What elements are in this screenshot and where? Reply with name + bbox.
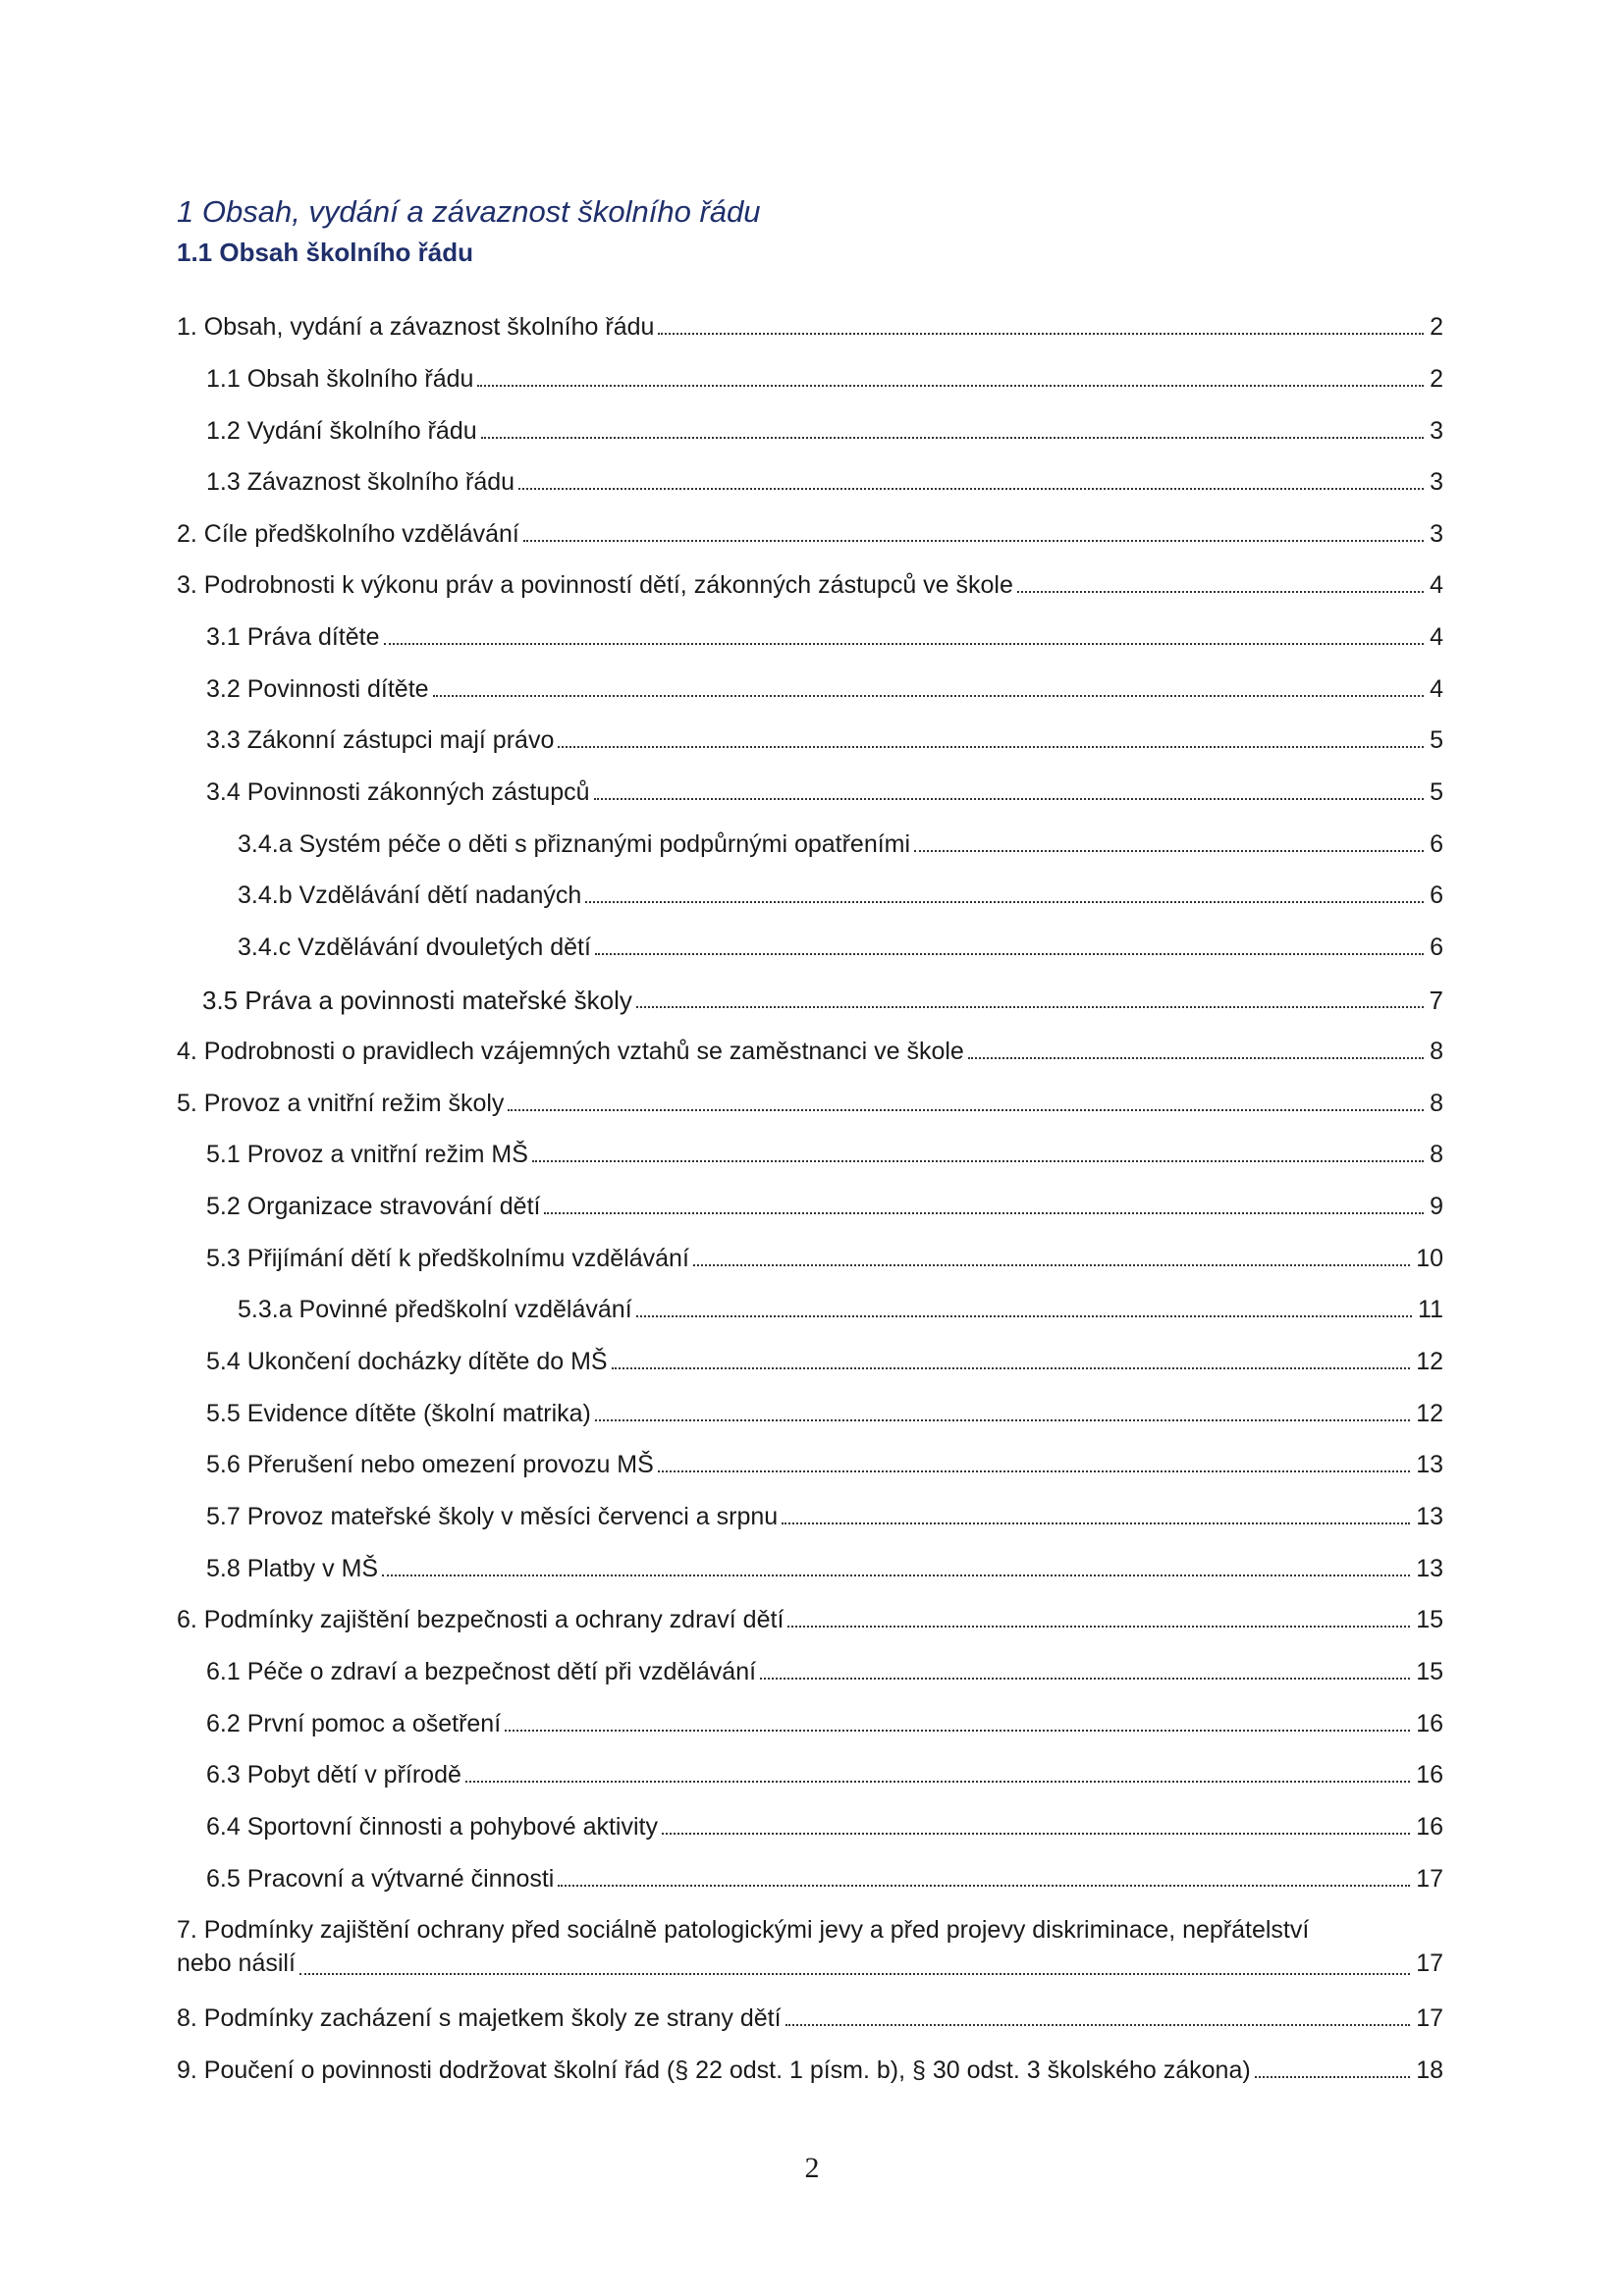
toc-leader-dots	[662, 1833, 1410, 1835]
toc-leader-dots	[785, 2024, 1411, 2026]
toc-entry[interactable]	[206, 774, 1443, 807]
toc-entry[interactable]	[206, 412, 1443, 446]
toc-leader-dots	[693, 1264, 1410, 1266]
toc-page-number: 16	[1416, 1761, 1443, 1789]
page-number: 2	[804, 2152, 820, 2184]
toc-page-number: 4	[1430, 623, 1443, 651]
toc-leader-dots	[433, 695, 1425, 697]
toc-entry[interactable]	[202, 982, 1443, 1015]
toc-page-number: 12	[1416, 1348, 1443, 1375]
toc-leader-dots	[558, 746, 1424, 748]
toc-entry[interactable]	[206, 670, 1443, 704]
toc-entry-label: 5.5 Evidence dítěte (školní matrika)	[206, 1400, 591, 1427]
toc-leader-dots	[914, 850, 1424, 852]
toc-entry[interactable]	[206, 1188, 1443, 1221]
toc-leader-dots	[1017, 591, 1424, 593]
toc-page-number: 6	[1430, 830, 1443, 858]
toc-page-number: 15	[1416, 1606, 1443, 1633]
toc-entry-label: 2. Cíle předškolního vzdělávání	[177, 520, 519, 548]
toc-entry-label: 3.2 Povinnosti dítěte	[206, 675, 429, 703]
toc-page-number: 5	[1430, 726, 1443, 754]
toc-entry-label: 5.1 Provoz a vnitřní režim MŠ	[206, 1141, 528, 1168]
toc-leader-dots	[505, 1730, 1410, 1732]
toc-entry-label: 3.4.b Vzdělávání dětí nadaných	[238, 881, 582, 909]
toc-leader-dots	[782, 1522, 1410, 1524]
toc-page-number: 16	[1416, 1813, 1443, 1841]
toc-leader-dots	[477, 385, 1424, 387]
toc-page-number: 6	[1430, 934, 1443, 961]
toc-entry[interactable]	[177, 1601, 1443, 1634]
toc-entry[interactable]	[206, 1240, 1443, 1273]
toc-page-number: 4	[1430, 571, 1443, 599]
toc-leader-dots	[465, 1781, 1410, 1783]
toc-entry-label: 5.4 Ukončení docházky dítěte do MŠ	[206, 1348, 608, 1375]
toc-entry-label: 6. Podmínky zajištění bezpečnosti a ochrany zdraví dětí	[177, 1606, 785, 1633]
toc-entry[interactable]	[206, 1136, 1443, 1169]
toc-leader-dots	[595, 1419, 1410, 1421]
toc-entry[interactable]	[177, 2000, 1443, 2033]
toc-entry-label: 6.4 Sportovní činnosti a pohybové aktivity	[206, 1813, 658, 1841]
toc-entry[interactable]	[206, 1395, 1443, 1428]
toc-leader-dots	[787, 1626, 1410, 1628]
toc-leader-dots	[658, 1470, 1410, 1472]
toc-entry-7[interactable]	[177, 1912, 1443, 1982]
toc-leader-dots	[382, 1575, 1410, 1576]
toc-page-number: 2	[1430, 313, 1443, 341]
toc-entry-label: 1.3 Závaznost školního řádu	[206, 468, 515, 496]
toc-page-number: 6	[1430, 881, 1443, 909]
toc-page-number: 13	[1416, 1451, 1443, 1478]
toc-leader-dots	[585, 901, 1424, 903]
toc-page-number: 7	[1429, 986, 1443, 1015]
toc-leader-dots	[612, 1367, 1411, 1369]
toc-entry[interactable]	[206, 618, 1443, 652]
toc-leader-dots	[658, 333, 1424, 335]
toc-entry[interactable]	[177, 515, 1443, 549]
toc-entry-label: 3. Podrobnosti k výkonu práv a povinností dětí, zákonných zástupců ve škole	[177, 571, 1013, 599]
section-heading: 1 Obsah, vydání a závaznost školního řádu	[177, 194, 761, 229]
toc-entry-label: 1.1 Obsah školního řádu	[206, 365, 474, 393]
toc-page-number: 17	[1416, 2004, 1443, 2032]
toc-entry[interactable]	[177, 1033, 1443, 1066]
toc-entry[interactable]	[238, 877, 1443, 910]
toc-entry-label: 9. Poučení o povinnosti dodržovat školní řád (§ 22 odst. 1 písm. b), § 30 odst. 3 školského zákona)	[177, 2056, 1251, 2084]
toc-leader-dots	[532, 1160, 1424, 1162]
toc-entry-label: 5.3 Přijímání dětí k předškolnímu vzdělávání	[206, 1245, 689, 1272]
toc-entry-label: 7. Podmínky zajištění ochrany před sociálně patologickými jevy a před projevy diskriminace, nepřátelství	[177, 1916, 1310, 1944]
toc-page-number: 16	[1416, 1710, 1443, 1737]
toc-entry-label: 3.4 Povinnosti zákonných zástupců	[206, 778, 590, 806]
toc-entry-label: 8. Podmínky zacházení s majetkem školy ze strany dětí	[177, 2004, 782, 2032]
toc-page-number: 11	[1418, 1296, 1443, 1323]
toc-entry-label: 5. Provoz a vnitřní režim školy	[177, 1090, 505, 1117]
toc-page-number: 5	[1430, 778, 1443, 806]
toc-entry[interactable]	[238, 929, 1443, 962]
toc-entry[interactable]	[206, 1343, 1443, 1376]
toc-leader-dots	[594, 798, 1425, 800]
toc-leader-dots	[481, 437, 1424, 439]
toc-entry-label: 6.2 První pomoc a ošetření	[206, 1710, 502, 1737]
toc-page-number: 8	[1430, 1090, 1443, 1117]
toc-leader-dots	[544, 1212, 1424, 1214]
toc-entry-label: 5.8 Platby v MŠ	[206, 1555, 379, 1582]
toc-entry[interactable]	[206, 1705, 1443, 1738]
toc-entry-label: 1.2 Vydání školního řádu	[206, 417, 477, 445]
toc-entry[interactable]	[238, 826, 1443, 859]
toc-entry[interactable]	[206, 1860, 1443, 1894]
toc-entry-label: 3.4.c Vzdělávání dvouletých dětí	[238, 934, 591, 961]
toc-page-number: 17	[1416, 1949, 1443, 1977]
toc-entry[interactable]	[206, 463, 1443, 497]
toc-page-number: 13	[1416, 1555, 1443, 1582]
toc-entry-label: 3.1 Práva dítěte	[206, 623, 380, 651]
toc-page-number: 8	[1430, 1038, 1443, 1065]
toc-entry[interactable]	[206, 1550, 1443, 1583]
toc-entry[interactable]	[206, 1756, 1443, 1789]
toc-entry-label: 5.7 Provoz mateřské školy v měsíci červenci a srpnu	[206, 1503, 779, 1530]
toc-page-number: 3	[1430, 468, 1443, 496]
toc-leader-dots	[508, 1109, 1424, 1111]
toc-entry-label: 6.5 Pracovní a výtvarné činnosti	[206, 1865, 555, 1893]
toc-page-number: 4	[1430, 675, 1443, 703]
toc-leader-dots	[760, 1678, 1410, 1680]
toc-entry-label: 3.5 Práva a povinnosti mateřské školy	[202, 986, 632, 1015]
toc-leader-dots	[636, 1006, 1424, 1008]
toc-entry[interactable]	[206, 1808, 1443, 1842]
toc-leader-dots	[299, 1973, 1410, 1975]
toc-entry-label: 5.3.a Povinné předškolní vzdělávání	[238, 1296, 632, 1323]
toc-entry[interactable]	[177, 566, 1443, 600]
toc-entry[interactable]	[206, 1446, 1443, 1479]
toc-entry[interactable]	[177, 2052, 1443, 2085]
toc-leader-dots	[518, 488, 1424, 490]
toc-entry-label: 1. Obsah, vydání a závaznost školního řádu	[177, 313, 655, 341]
toc-page-number: 13	[1416, 1503, 1443, 1530]
toc-leader-dots	[558, 1885, 1410, 1887]
toc-entry-label: 3.4.a Systém péče o děti s přiznanými podpůrnými opatřeními	[238, 830, 911, 858]
toc-entry-label: 5.2 Organizace stravování dětí	[206, 1193, 541, 1220]
toc-page-number: 3	[1430, 520, 1443, 548]
toc-leader-dots	[1255, 2076, 1411, 2078]
toc-leader-dots	[636, 1315, 1412, 1317]
toc-page-number: 8	[1430, 1141, 1443, 1168]
toc-entry-label: 6.1 Péče o zdraví a bezpečnost dětí při vzdělávání	[206, 1658, 757, 1685]
toc-entry[interactable]	[206, 1653, 1443, 1686]
toc-entry-label: 4. Podrobnosti o pravidlech vzájemných vztahů se zaměstnanci ve škole	[177, 1038, 964, 1065]
toc-page-number: 17	[1416, 1865, 1443, 1893]
toc-page-number: 9	[1430, 1193, 1443, 1220]
toc-entry[interactable]	[177, 1085, 1443, 1118]
toc-entry-label: nebo násilí	[177, 1949, 296, 1977]
toc-page-number: 3	[1430, 417, 1443, 445]
toc-leader-dots	[968, 1057, 1424, 1059]
toc-entry[interactable]	[206, 360, 1443, 394]
toc-leader-dots	[384, 643, 1425, 645]
subsection-heading: 1.1 Obsah školního řádu	[177, 238, 473, 267]
toc-entry[interactable]	[238, 1291, 1443, 1324]
toc-page-number: 10	[1416, 1245, 1443, 1272]
toc-page-number: 15	[1416, 1658, 1443, 1685]
toc-entry[interactable]	[177, 308, 1443, 342]
toc-page-number: 2	[1430, 365, 1443, 393]
toc-leader-dots	[523, 540, 1424, 542]
toc-leader-dots	[595, 953, 1424, 955]
toc-entry[interactable]	[206, 721, 1443, 755]
toc-entry-label: 3.3 Zákonní zástupci mají právo	[206, 726, 555, 754]
toc-page-number: 18	[1416, 2056, 1443, 2084]
toc-entry-label: 5.6 Přerušení nebo omezení provozu MŠ	[206, 1451, 654, 1478]
toc-page-number: 12	[1416, 1400, 1443, 1427]
toc-entry-label: 6.3 Pobyt dětí v přírodě	[206, 1761, 461, 1789]
toc-entry[interactable]	[206, 1498, 1443, 1531]
